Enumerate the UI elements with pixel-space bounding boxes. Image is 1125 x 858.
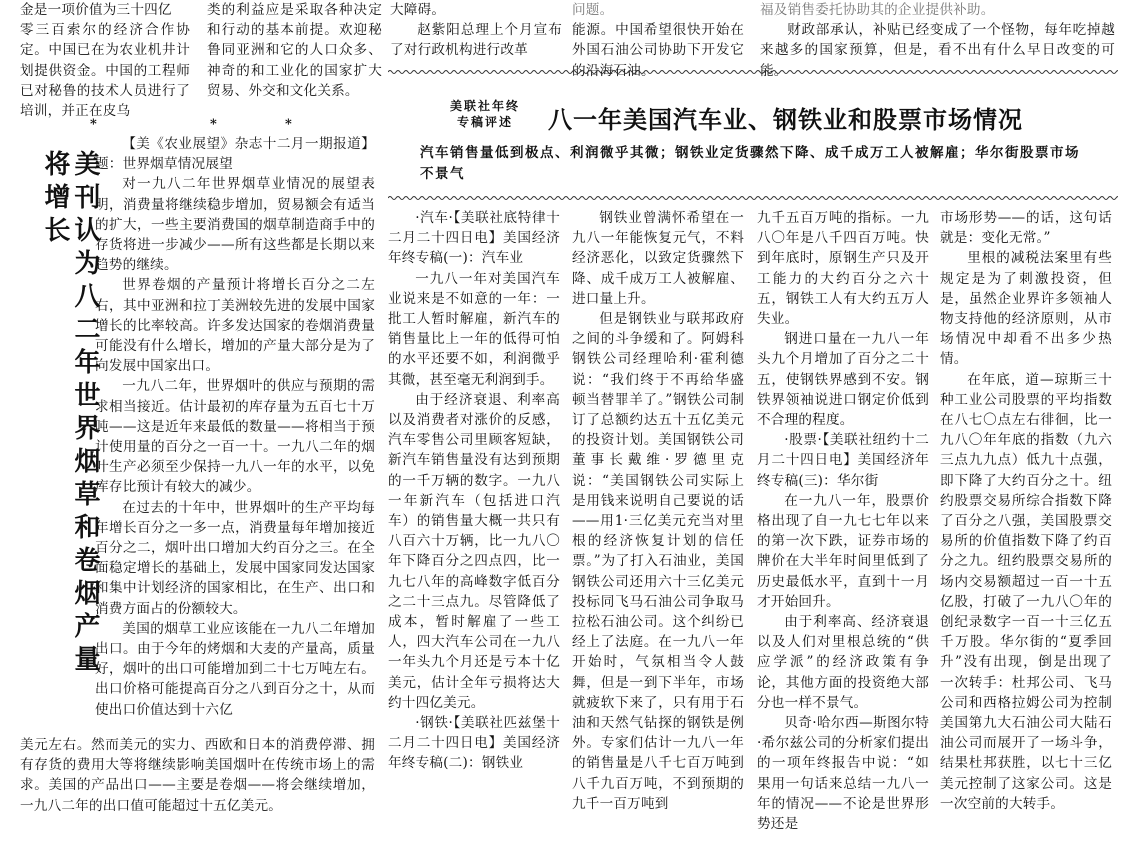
right-article-kicker xyxy=(440,98,530,130)
article-paragraph: 在一九八一年，股票价格出现了自一九七七年以来的第一次下跌，证券市场的牌价在大半年时间里低到了历史最低水平，直到十一月才开始回升。 xyxy=(757,492,929,610)
article-paragraph: 钢进口量在一九八一年头九个月增加了百分之二十五，使钢铁界感到不安。钢铁界领袖说进口钢定价低到不合理的程度。 xyxy=(757,331,929,429)
separator-star-2: * xyxy=(210,117,217,132)
right-article-column-4 xyxy=(940,208,1112,814)
article-paragraph: 在年底，道—琼斯三十种工业公司股票的平均指数在八七〇点左右徘徊，比一九八〇年年底的指数（九六三点九九点）低九十点强，即下降了大约百分之十。纽约股票交易所综合指数下降了百分之八强，美国股票交易所的价值指数下降了约百分之九。纽约股票交易所的场内交易额超过一百一十五亿股，打破了一九八〇年的创纪录数字一百一十三亿五千万股。华尔街的“夏季回升”没有出现，倒是出现了一次转手：杜邦公司、飞马公司和西格拉姆公司为控制美国第九大石油公司大陆石油公司而展开了一场斗争，结果杜邦获胜，以七十三亿美元控制了这家公司。这是一次空前的大转手。 xyxy=(940,371,1112,812)
steel-dateline: ·钢铁·【美联社匹兹堡十二月二十四日电】美国经济年终专稿(二)：钢铁业 xyxy=(388,715,560,772)
autos-dateline: ·汽车·【美联社底特律十二月二十四日电】美国经济年终专稿(一)：汽车业 xyxy=(388,210,560,267)
top-col3-line: 大障碍。 xyxy=(390,2,446,18)
stocks-dateline: ·股票·【美联社纽约十二月二十四日电】美国经济年终专稿(三)：华尔街 xyxy=(757,432,929,489)
separator-star-1: * xyxy=(90,117,97,132)
left-article-paragraph: 美国的烟草工业应该能在一九八二年增加出口。由于今年的烤烟和大麦的产量高，质量好，烟叶的出口可能增加到二十七万吨左右。出口价格可能提高百分之八到百分之十，从而使出口价值达到十六亿 xyxy=(95,620,375,718)
article-paragraph: 九千五百万吨的指标。一九八〇年是八千四百万吨。快到年底时，原钢生产只及开工能力的大约百分之六十五，钢铁工人有大约五万人失业。 xyxy=(757,210,929,328)
left-article-tail-text: 美元左右。然而美元的实力、西欧和日本的消费停滞、拥有存货的费用大等将继续影响美国烟叶在传统市场上的需求。美国的产品出口——主要是卷烟——将会继续增加，一九八二年的出口值可能超过十五亿美元。 xyxy=(20,737,375,814)
kicker-line-1: 美联社年终 xyxy=(449,99,520,113)
right-article-column-1 xyxy=(388,208,560,774)
article-paragraph: 一九八一年对美国汽车业说来是不如意的一年：一批工人暂时解雇，新汽车的销售量比上一年的低得可怕的水平还要不如，利润微乎其微，甚至毫无利润到手。 xyxy=(388,270,560,388)
top-col4-text: 能源。中国希望很快开始在外国石油公司协助下开发它的沿海石油。 xyxy=(572,22,744,79)
top-col1-text: 零三百索尔的经济合作协定。中国已在为农业机井计划提供资金。中国的工程师已对秘鲁的技术人员进行了培训，并正在皮乌 xyxy=(20,22,190,120)
article-paragraph: 由于利率高、经济衰退以及人们对里根总统的“供应学派”的经济政策有争论，其他方面的投资绝大部分也一样不景气。 xyxy=(757,614,929,711)
right-article-column-3 xyxy=(757,208,929,834)
top-col3-text: 赵紫阳总理上个月宣布了对行政机构进行改革 xyxy=(390,22,562,59)
wavy-rule-middle xyxy=(388,194,1118,202)
article-paragraph: 由于经济衰退、利率高以及消费者对涨价的反感，汽车零售公司里顾客短缺，新汽车销售量没有达到预期的一千万辆的数字。一九八一年新汽车（包括进口汽车）的销售量大概一共只有八百六十万辆，比一九八〇年下降百分之四点四，比一九七八年的高峰数字低百分之二十三点九。尽管降低了成本，暂时解雇了一些工人，四大汽车公司在一九八一年头九个月还是亏本十亿美元，估计全年亏损将达大约十四亿美元。 xyxy=(388,391,560,711)
right-article-headline: 八一年美国汽车业、钢铁业和股票市场情况 xyxy=(548,106,1023,134)
left-article-paragraph: 一九八二年，世界烟叶的供应与预期的需求相当接近。估计最初的库存量为五百七十万吨——这是近年来最低的数量——将相当于预计使用量的百分之一百一十。一九八二年的烟叶生产必须至少保持一九八一年的水平，以免库存比预计有较大的减少。 xyxy=(95,378,375,496)
left-article-paragraph: 对一九八二年世界烟草业情况的展望表明，消费量将继续稳步增加，贸易额会有适当的扩大，一些主要消费国的烟草制造商手中的存货将进一步减少——所有这些都是长期以来趋势的继续。 xyxy=(95,176,375,274)
top-col5-first-line: 福及销售委托协助其的企业提供补助。 xyxy=(760,2,995,18)
separator-star-3: * xyxy=(285,117,292,132)
article-paragraph: 里根的减税法案里有些规定是为了刺激投资，但是，虽然企业界许多领袖人物支持他的经济原则，从市场情况中却看不出多少热情。 xyxy=(940,250,1112,368)
article-paragraph: 钢铁业曾满怀希望在一九八一年能恢复元气，不料经济恶化，以致定货骤然下降、成千成万工人被解雇、进口量上升。 xyxy=(572,210,744,307)
right-article-subhead: 汽车销售量低到极点、利润微乎其微；钢铁业定货骤然下降、成千成万工人被解雇；华尔街股票市场不景气 xyxy=(420,145,1080,182)
article-paragraph: 但是钢铁业与联邦政府之间的斗争缓和了。阿姆科钢铁公司经理哈利·霍利德说：“我们终于不再给华盛顿当替罪羊了。”钢铁公司制订了总额约达五十五亿美元的投资计划。美国钢铁公司董事长戴维·罗德里克说：“美国钢铁公司实际上是用钱来说明自己要说的话——用1·三亿美元充当对里根的经济恢复计划的信任票。”为了打入石油业，美国钢铁公司还用六十三亿美元投标同飞马石油公司争取马拉松石油公司。这个纠纷已经上了法庭。在一九八一年开始时，气氛相当令人鼓舞，但是一到下半年，市场就疲软下来了，只有用于石油和天然气钻探的钢铁是例外。专家们估计一九八一年的销售量是八千七百万吨到八千九百万吨，不到预期的九千一百万吨到 xyxy=(572,311,744,812)
left-article-vertical-title: 美刊认为八二年世界烟草和卷烟产量将增长 xyxy=(40,150,100,678)
top-col2-text: 类的利益应是采取各种决定和行动的基本前提。欢迎秘鲁同亚洲和它的人口众多、神奇的和工业化的国家扩大贸易、外交和文化关系。 xyxy=(207,2,382,99)
left-article-paragraph: 在过去的十年中，世界烟叶的生产平均每年增长百分之一多一点，消费量每年增加接近百分之二，烟叶出口增加大约百分之三。在全面稳定增长的基础上，发展中国家同发达国家和集中计划经济的国家相比，在生产、出口和消费方面占的份额较大。 xyxy=(95,499,375,617)
left-article-tail xyxy=(20,735,375,816)
right-article-column-2 xyxy=(572,208,744,814)
top-col4-first-line: 问题。 xyxy=(572,2,614,18)
top-col1-first-line: 金是一项价值为三十四亿 xyxy=(20,2,172,18)
top-column-1 xyxy=(20,0,190,121)
left-article-lead: 【美《农业展望》杂志十二月一期报道】题：世界烟草情况展望 xyxy=(95,136,375,173)
kicker-line-2: 专稿评述 xyxy=(456,115,513,129)
left-article-body xyxy=(95,134,375,720)
top-column-2 xyxy=(207,0,382,101)
left-article-paragraph: 世界卷烟的产量预计将增长百分之二左右，其中亚洲和拉丁美洲较先进的发展中国家增长的比率较高。许多发达国家的卷烟消费量可能没有什么增长，增加的产量大部分是为了向发展中国家出口。 xyxy=(95,277,375,375)
top-column-3 xyxy=(390,0,562,61)
top-col5-text: 财政部承认，补贴已经变成了一个怪物，每年吃掉越来越多的国家预算，但是，看不出有什么早日改变的可能。 xyxy=(760,22,1115,79)
article-paragraph: 市场形势——的话，这句话就是：变化无常。” xyxy=(940,210,1112,247)
wavy-rule-top xyxy=(388,68,1118,76)
article-paragraph: 贝奇·哈尔西—斯图尔特·希尔兹公司的分析家们提出的一项年终报告中说：“如果用一句话来总结一九八一年的情况——不论是世界形势还是 xyxy=(757,715,929,833)
